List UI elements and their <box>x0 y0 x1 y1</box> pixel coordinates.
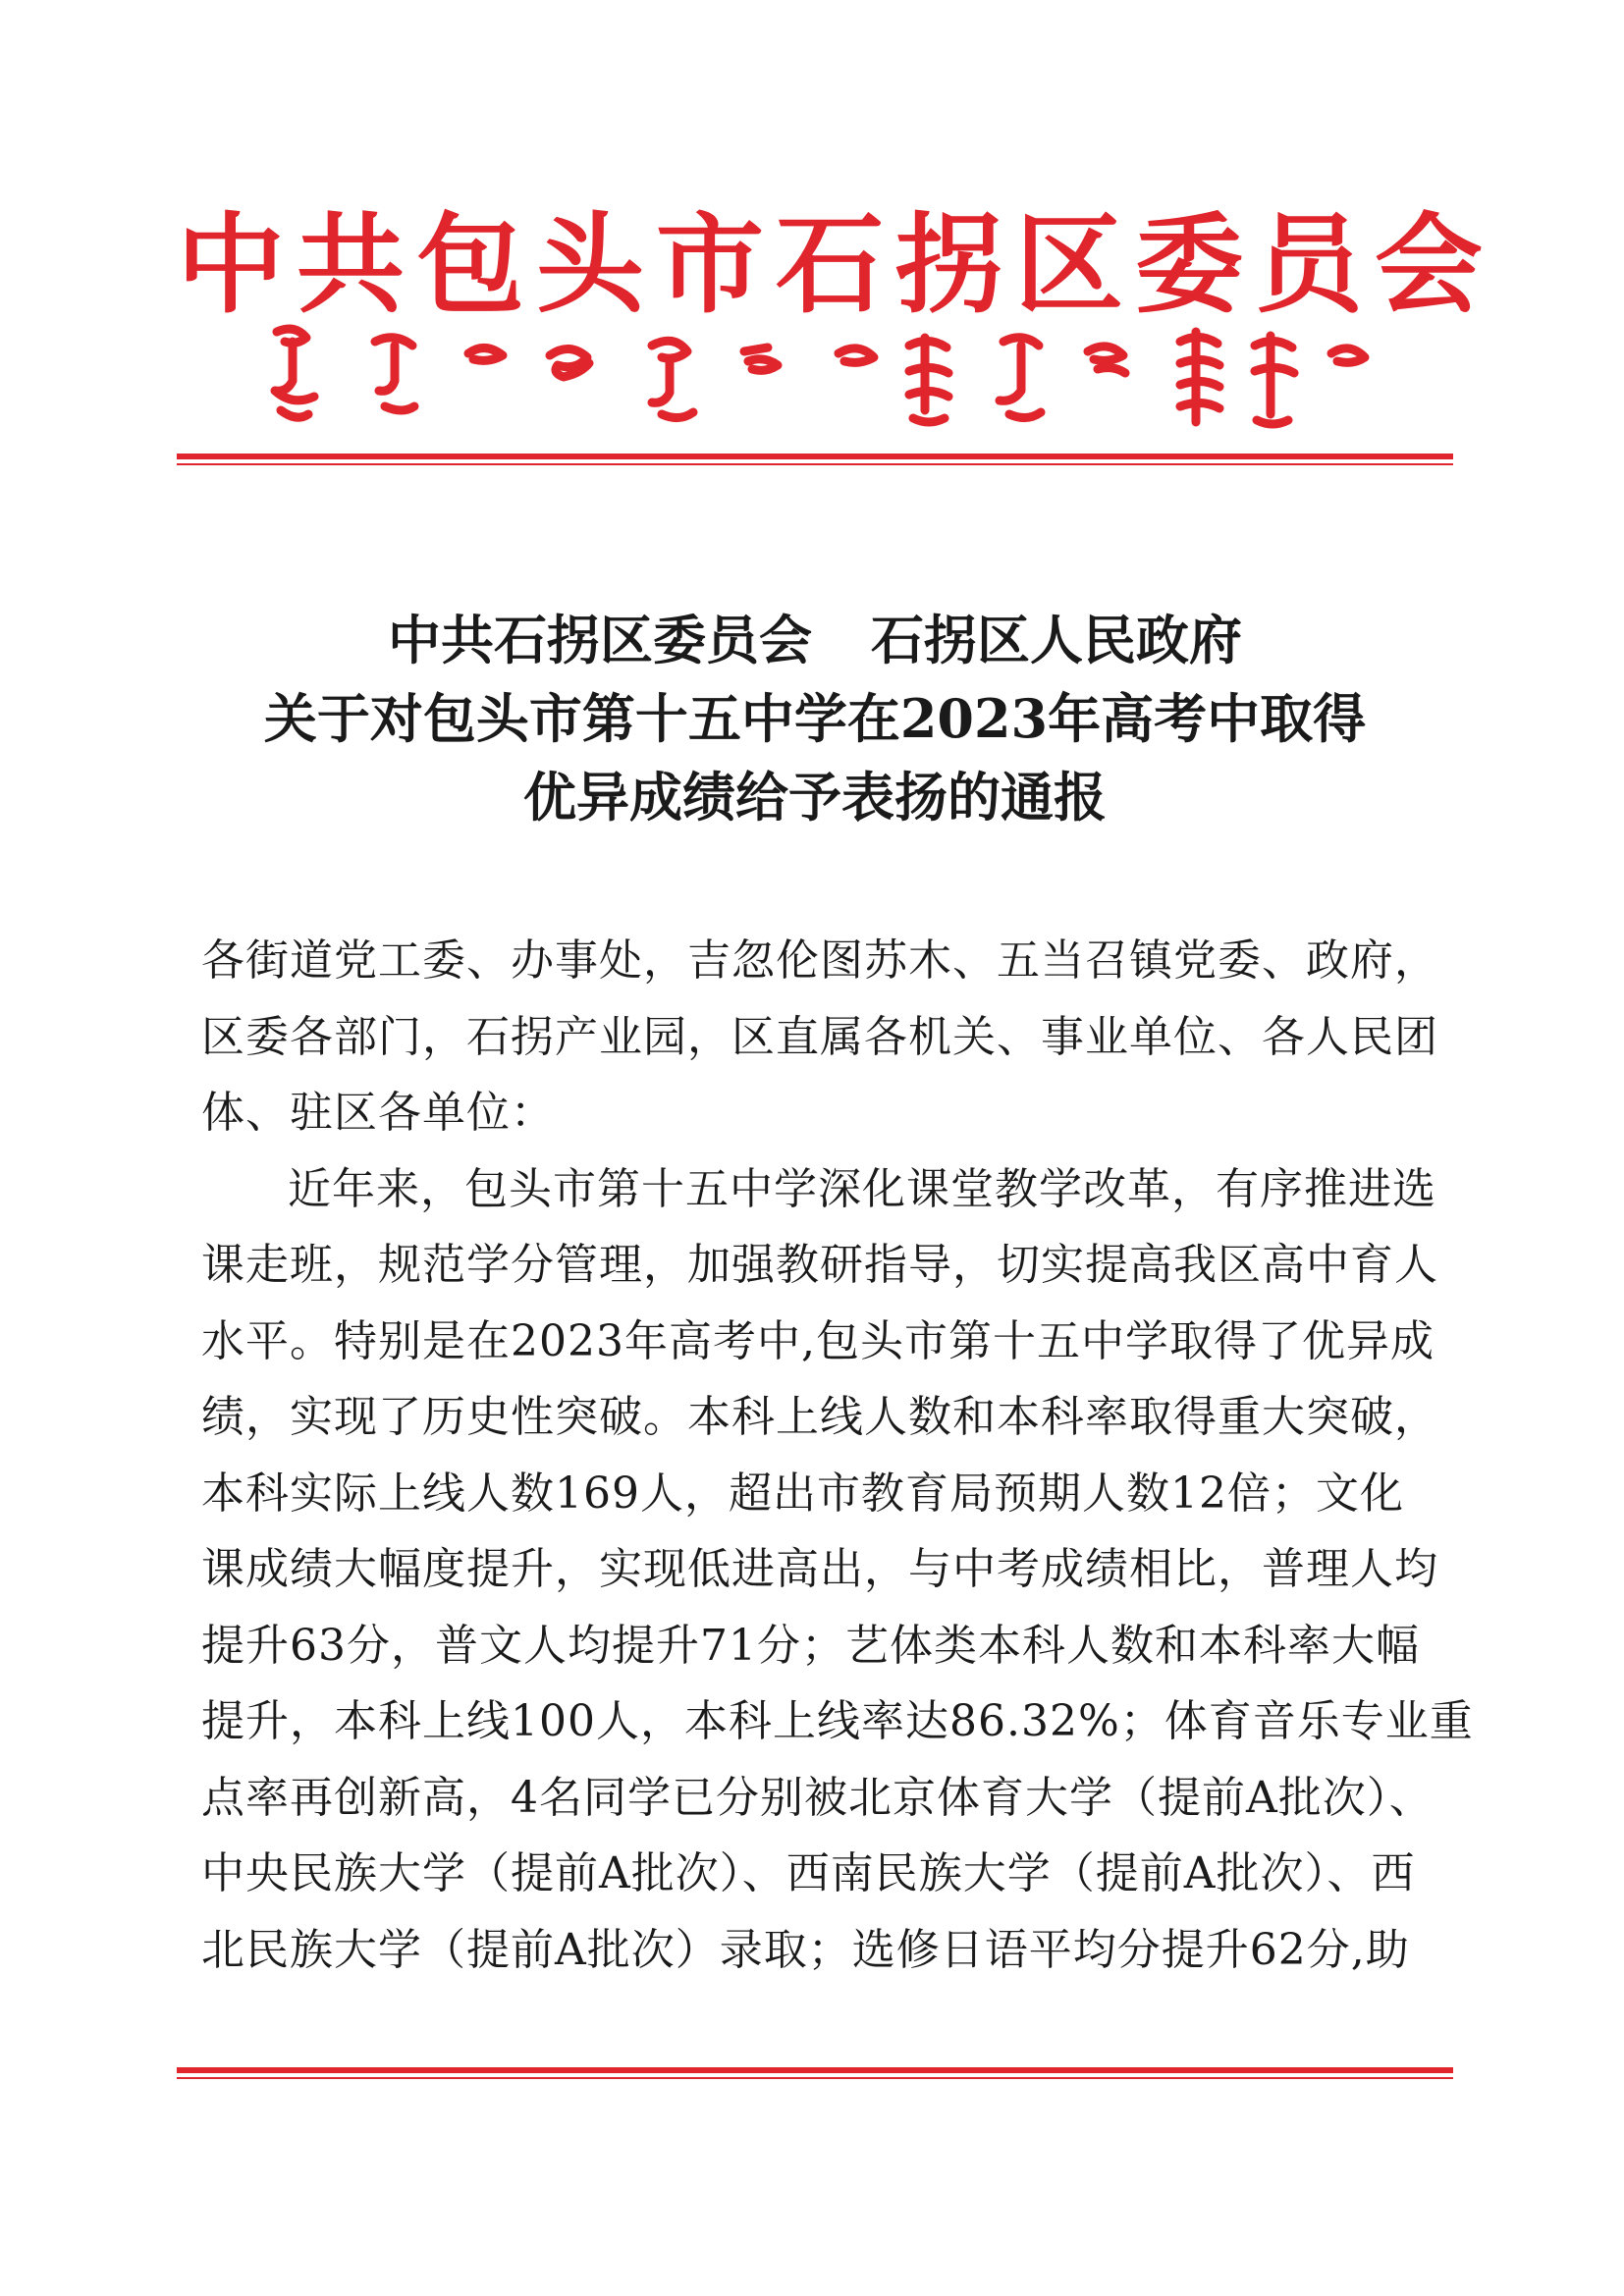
paragraph-line: 近年来，包头市第十五中学深化课堂教学改革，有序推进选 <box>288 1163 1436 1214</box>
paragraph-line: 中央民族大学（提前A批次）、西南民族大学（提前A批次）、西 <box>201 1848 1416 1898</box>
paragraph-line: 提升63分，普文人均提升71分；艺体类本科人数和本科率大幅 <box>201 1620 1420 1671</box>
title-issuer-government: 石拐区人民政府 <box>871 609 1242 671</box>
paragraph-line: 课走班，规范学分管理，加强教研指导，切实提高我区高中育人 <box>201 1240 1438 1290</box>
addressee-line: 区委各部门，石拐产业园，区直属各机关、事业单位、各人民团 <box>201 1011 1438 1062</box>
title-line-3: 优异成绩给予表扬的通报 <box>523 766 1107 828</box>
letterhead-mongolian-script <box>257 312 1377 435</box>
paragraph-line: 课成绩大幅度提升，实现低进高出，与中考成绩相比，普理人均 <box>201 1544 1438 1594</box>
addressee-line: 体、驻区各单位： <box>201 1088 555 1138</box>
paragraph-line: 提升，本科上线100人，本科上线率达86.32%；体育音乐专业重 <box>201 1696 1474 1746</box>
paragraph-line: 点率再创新高，4名同学已分别被北京体育大学（提前A批次）、 <box>201 1772 1434 1823</box>
letterhead-red-rule <box>177 454 1453 465</box>
paragraph-line: 绩，实现了历史性突破。本科上线人数和本科率取得重大突破， <box>201 1392 1438 1442</box>
document-title <box>177 601 1453 836</box>
paragraph-line: 北民族大学（提前A批次）录取；选修日语平均分提升62分,助 <box>201 1924 1410 1975</box>
paragraph-line: 水平。特别是在2023年高考中,包头市第十五中学取得了优异成 <box>201 1315 1435 1366</box>
mongolian-script-graphic <box>257 312 1377 435</box>
addressee-line: 各街道党工委、办事处，吉忽伦图苏木、五当召镇党委、政府， <box>201 935 1438 986</box>
letterhead-title: 中共包头市石拐区委员会 <box>177 201 1494 328</box>
footer-red-rule <box>177 2067 1453 2079</box>
title-issuer-party-committee: 中共石拐区委员会 <box>388 609 812 671</box>
paragraph-line: 本科实际上线人数169人，超出市教育局预期人数12倍；文化 <box>201 1468 1404 1519</box>
title-line-2: 关于对包头市第十五中学在2023年高考中取得 <box>263 687 1367 750</box>
document-body <box>201 923 1474 1988</box>
title-issuers <box>177 601 1453 679</box>
